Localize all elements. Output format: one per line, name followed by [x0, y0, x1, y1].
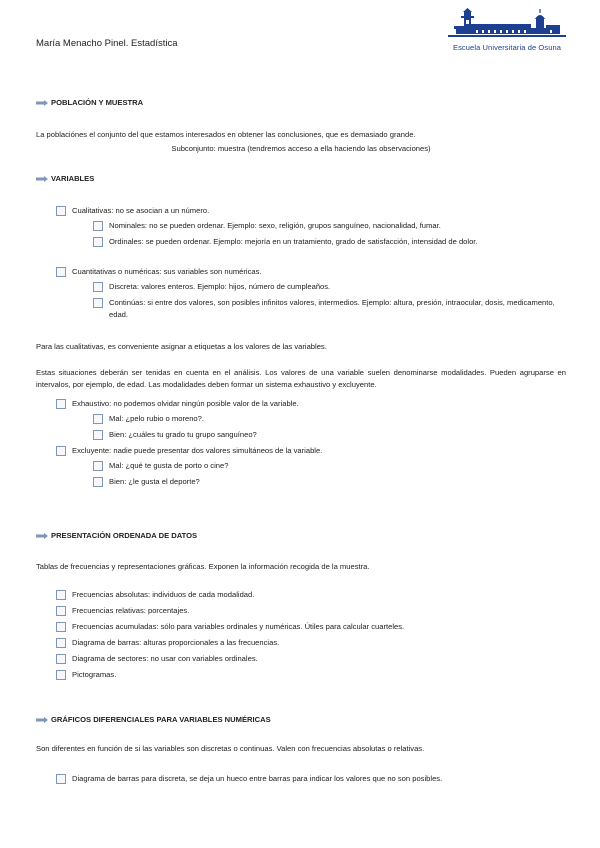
list-item-text: Discreta: valores enteros. Ejemplo: hijos, número de cumpleaños.: [109, 282, 331, 291]
list-item: [56, 653, 566, 665]
university-building-icon: [446, 8, 568, 42]
list-item-text: Frecuencias relativas: porcentajes.: [72, 606, 190, 615]
paragraph-graficos: Son diferentes en función de si las variables son discretas o continuas. Valen con frecuencias absolutas o relativas.: [36, 744, 425, 753]
checkbox-bullet-icon: [93, 282, 103, 292]
university-logo: [446, 8, 568, 54]
list-item-text: Pictogramas.: [72, 670, 117, 679]
list-item-text: Diagrama de barras para discreta, se deja un hueco entre barras para indicar los valores que no son posibles.: [72, 774, 443, 783]
list-item-text: Diagrama de sectores: no usar con variables ordinales.: [72, 654, 258, 663]
list-item: [93, 220, 563, 232]
heading-presentacion: [36, 531, 197, 540]
checkbox-bullet-icon: [93, 477, 103, 487]
list-item-text: Diagrama de barras: alturas proporcionales a las frecuencias.: [72, 638, 280, 647]
list-item: [56, 266, 566, 278]
list-item-text: Frecuencias acumuladas: sólo para variables ordinales y numéricas. Útiles para calcular cuarteles.: [72, 622, 405, 631]
list-item: [93, 236, 563, 248]
list-item: [56, 773, 566, 785]
paragraph-poblacion: La poblaciónes el conjunto del que estamos interesados en obtener las conclusiones, que es demasiado grande.: [36, 130, 416, 139]
list-item: [56, 621, 566, 633]
checkbox-bullet-icon: [93, 237, 103, 247]
paragraph-subconjunto: Subconjunto: muestra (tendremos acceso a ella haciendo las observaciones): [171, 144, 431, 153]
list-item-text: Exhaustivo: no podemos olvidar ningún posible valor de la variable.: [72, 399, 299, 408]
list-item: [93, 460, 563, 472]
arrow-bullet-icon: [36, 100, 48, 106]
heading-text: VARIABLES: [51, 174, 95, 183]
list-item: [93, 413, 563, 425]
list-item: [56, 589, 566, 601]
checkbox-bullet-icon: [56, 638, 66, 648]
logo-text: Escuela Universitaria de Osuna: [452, 43, 562, 52]
checkbox-bullet-icon: [56, 267, 66, 277]
checkbox-bullet-icon: [93, 461, 103, 471]
heading-text: GRÁFICOS DIFERENCIALES PARA VARIABLES NUMÉRICAS: [51, 715, 271, 724]
list-item: [56, 205, 566, 217]
checkbox-bullet-icon: [93, 414, 103, 424]
list-item-text: Mal: ¿pelo rubio o moreno?.: [109, 414, 204, 423]
list-item: [56, 637, 566, 649]
heading-variables: [36, 174, 94, 183]
arrow-bullet-icon: [36, 717, 48, 723]
list-item: [56, 398, 566, 410]
list-item-text: Cualitativas: no se asocian a un número.: [72, 206, 210, 215]
list-item-text: Continúas: si entre dos valores, son posibles infinitos valores, intermedios. Ejemplo: altura, presión, intraocular, dosis, medicamento, edad.: [109, 298, 555, 319]
list-item: [56, 669, 566, 681]
list-item-text: Ordinales: se pueden ordenar. Ejemplo: mejoría en un tratamiento, grado de satisfacción, intensidad de dolor.: [109, 237, 478, 246]
checkbox-bullet-icon: [56, 206, 66, 216]
checkbox-bullet-icon: [56, 622, 66, 632]
list-item: [93, 476, 563, 488]
arrow-bullet-icon: [36, 533, 48, 539]
checkbox-bullet-icon: [93, 298, 103, 308]
checkbox-bullet-icon: [56, 654, 66, 664]
checkbox-bullet-icon: [56, 670, 66, 680]
list-item-text: Bien: ¿le gusta el deporte?: [109, 477, 200, 486]
heading-text: POBLACIÓN Y MUESTRA: [51, 98, 144, 107]
list-item-text: Frecuencias absolutas: individuos de cada modalidad.: [72, 590, 255, 599]
list-item-text: Mal: ¿qué te gusta de porto o cine?: [109, 461, 229, 470]
checkbox-bullet-icon: [56, 606, 66, 616]
heading-text: PRESENTACIÓN ORDENADA DE DATOS: [51, 531, 198, 540]
heading-graficos: [36, 715, 271, 724]
list-item: [93, 281, 563, 293]
checkbox-bullet-icon: [93, 430, 103, 440]
paragraph-etiquetas: Para las cualitativas, es conveniente asignar a etiquetas a los valores de las variables.: [36, 342, 327, 351]
list-item: [56, 445, 566, 457]
list-item-text: Nominales: no se pueden ordenar. Ejemplo: sexo, religión, grupos sanguíneo, nacionalidad, fumar.: [109, 221, 441, 230]
checkbox-bullet-icon: [56, 774, 66, 784]
checkbox-bullet-icon: [56, 399, 66, 409]
list-item: [93, 429, 563, 441]
list-item-text: Excluyente: nadie puede presentar dos valores simultáneos de la variable.: [72, 446, 323, 455]
list-item: [93, 297, 563, 321]
list-item-text: Cuantitativas o numéricas: sus variables son numéricas.: [72, 267, 262, 276]
list-item-text: Bien: ¿cuáles tu grado tu grupo sanguíneo?: [109, 430, 257, 439]
checkbox-bullet-icon: [56, 446, 66, 456]
paragraph-situaciones: Estas situaciones deberán ser tenidas en cuenta en el análisis. Los valores de una variable suelen denominarse modalidades. Pueden agruparse en intervalos, por ejemplo, de edad. Las modalidades deben formar un sistema exhaustivo y excluyente.: [36, 368, 566, 389]
checkbox-bullet-icon: [56, 590, 66, 600]
checkbox-bullet-icon: [93, 221, 103, 231]
heading-poblacion: [36, 98, 143, 107]
author-line: María Menacho Pinel. Estadística: [36, 38, 178, 49]
list-item: [56, 605, 566, 617]
paragraph-presentacion: Tablas de frecuencias y representaciones gráficas. Exponen la información recogida de la muestra.: [36, 562, 370, 571]
arrow-bullet-icon: [36, 176, 48, 182]
